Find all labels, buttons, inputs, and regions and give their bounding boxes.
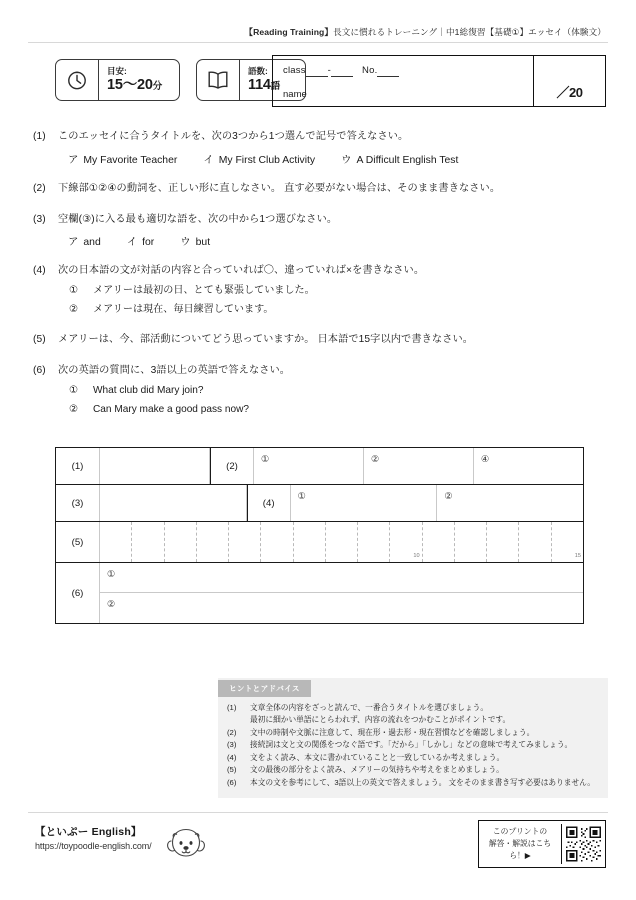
hint-item-5: (5) 文の最後の部分をよく読み、メアリーの気持ちや考えをまとめましょう。 bbox=[227, 765, 504, 775]
score-total: ／20 bbox=[556, 85, 583, 100]
char-cell-11[interactable] bbox=[423, 522, 455, 562]
answer-label-5: (5) bbox=[56, 522, 100, 562]
hint-item-6: (6) 本文の文を参考にして、3語以上の英文で答えましょう。 文をそのまま書き写す必要はありません。 bbox=[227, 777, 595, 787]
question-6 bbox=[33, 364, 608, 417]
char-cell-15[interactable] bbox=[552, 522, 583, 562]
brand-block bbox=[35, 824, 152, 851]
char-cell-4[interactable] bbox=[197, 522, 229, 562]
time-value: 15〜20分 bbox=[107, 76, 163, 93]
hint-item-1-cont: 最初に細かい単語にとらわれず、内容の流れをつかむことがポイントです。 bbox=[250, 715, 511, 725]
words-label: 語数: bbox=[248, 65, 268, 76]
hints-panel bbox=[218, 678, 608, 798]
question-1-choices bbox=[33, 151, 608, 166]
answer-label-1: (1) bbox=[56, 448, 100, 484]
brand-name: 【といぷー English】 bbox=[35, 826, 142, 838]
answer-field-2-2[interactable]: ② bbox=[364, 448, 474, 484]
header-subtitle: 長文に慣れるトレーニング｜中1総復習【基礎①】エッセイ（体験文） bbox=[333, 27, 606, 37]
answer-field-6-group bbox=[100, 563, 583, 623]
question-6-text: 次の英語の質問に、3語以上の英語で答えなさい。 bbox=[58, 365, 291, 377]
char-cell-13[interactable] bbox=[487, 522, 519, 562]
char-cell-8[interactable] bbox=[326, 522, 358, 562]
answer-row-5 bbox=[56, 522, 583, 563]
question-6-sub-1: ① What club did Mary join? bbox=[69, 384, 204, 396]
question-1-choice-b[interactable]: イ My First Club Activity bbox=[203, 154, 316, 166]
class-separator: - bbox=[327, 65, 332, 76]
answer-row-1 bbox=[56, 448, 583, 485]
char-cell-1[interactable] bbox=[100, 522, 132, 562]
answer-field-1[interactable] bbox=[100, 448, 210, 484]
question-1 bbox=[33, 130, 608, 166]
question-1-number: (1) bbox=[33, 131, 46, 142]
header-tag: 【Reading Training】 bbox=[244, 27, 334, 37]
answer-label-2: (2) bbox=[210, 448, 254, 484]
question-3-choice-a[interactable]: ア and bbox=[68, 237, 101, 249]
char-counter-10: 10 bbox=[413, 553, 420, 559]
answer-row-2 bbox=[56, 485, 583, 522]
question-2-number: (2) bbox=[33, 182, 46, 194]
char-cell-10[interactable] bbox=[390, 522, 422, 562]
answer-field-3[interactable] bbox=[100, 485, 247, 521]
question-3 bbox=[33, 213, 608, 249]
footer-divider bbox=[28, 812, 608, 813]
poodle-mascot-icon bbox=[163, 824, 209, 867]
qr-code-icon[interactable] bbox=[561, 824, 601, 864]
answer-table bbox=[55, 447, 584, 624]
char-cell-6[interactable] bbox=[261, 522, 293, 562]
question-4 bbox=[33, 264, 608, 317]
answer-row-6 bbox=[56, 563, 583, 623]
brand-url[interactable]: https://toypoodle-english.com/ bbox=[35, 841, 152, 851]
answer-field-4-1[interactable]: ① bbox=[291, 485, 438, 521]
question-6-number: (6) bbox=[33, 365, 46, 377]
question-5-number: (5) bbox=[33, 334, 46, 346]
question-3-choice-c[interactable]: ウ but bbox=[180, 237, 211, 249]
hint-item-1: (1) 文章全体の内容をざっと読んで、一番合うタイトルを選びましょう。 bbox=[227, 703, 489, 712]
hint-item-3: (3) 接続詞は文と文の関係をつなぐ語です。「だから」「しかし」などの意味で考えてみましょう。 bbox=[227, 740, 573, 750]
student-info-box bbox=[272, 55, 606, 107]
header-divider bbox=[28, 42, 608, 43]
question-4-number: (4) bbox=[33, 265, 46, 277]
question-2-text: 下線部①②④の動詞を、正しい形に直しなさい。 直す必要がない場合は、そのまま書きなさい。 bbox=[58, 182, 501, 194]
number-blank[interactable] bbox=[377, 65, 399, 77]
answer-label-6: (6) bbox=[56, 563, 100, 623]
questions-section bbox=[33, 130, 608, 426]
name-label[interactable]: name bbox=[283, 89, 307, 100]
question-3-text: 空欄(③)に入る最も適切な語を、次の中から1つ選びなさい。 bbox=[58, 213, 338, 225]
question-4-sub-1: ① メアリーは最初の日、とても緊張していました。 bbox=[69, 285, 315, 297]
number-label: No. bbox=[362, 65, 378, 76]
question-5 bbox=[33, 333, 608, 348]
answer-label-3: (3) bbox=[56, 485, 100, 521]
class-label: class bbox=[283, 65, 306, 76]
answer-field-2-4[interactable]: ④ bbox=[481, 454, 490, 464]
book-icon bbox=[197, 60, 240, 100]
answer-label-4: (4) bbox=[247, 485, 291, 521]
char-cell-9[interactable] bbox=[358, 522, 390, 562]
question-3-choices bbox=[33, 233, 608, 248]
char-cell-2[interactable] bbox=[132, 522, 164, 562]
class-blank[interactable] bbox=[306, 65, 328, 77]
answer-link-text: このプリントの 解答・解説はこちら！▶ bbox=[488, 827, 552, 860]
class-blank-2[interactable] bbox=[331, 65, 353, 77]
question-4-text: 次の日本語の文が対話の内容と合っていれば〇、違っていれば×を書きなさい。 bbox=[58, 265, 425, 277]
student-info-fields bbox=[270, 56, 533, 106]
question-6-sub-2: ② Can Mary make a good pass now? bbox=[69, 404, 249, 416]
answer-field-6-1[interactable]: ① bbox=[100, 563, 583, 593]
question-4-sub-2: ② メアリーは現在、毎日練習しています。 bbox=[69, 304, 274, 316]
class-field[interactable] bbox=[283, 65, 399, 76]
question-3-number: (3) bbox=[33, 213, 46, 225]
character-grid[interactable] bbox=[100, 522, 583, 562]
estimated-time-chip bbox=[55, 59, 180, 101]
time-unit: 分 bbox=[152, 80, 163, 92]
page-header bbox=[0, 26, 636, 38]
clock-icon bbox=[56, 60, 99, 100]
char-cell-3[interactable] bbox=[165, 522, 197, 562]
char-cell-5[interactable] bbox=[229, 522, 261, 562]
hint-item-2: (2) 文中の時制や文脈に注意して、現在形・過去形・現在習慣などを確認しましょう。 bbox=[227, 727, 535, 737]
question-3-choice-b[interactable]: イ for bbox=[126, 237, 155, 249]
hint-item-4: (4) 文をよく読み、本文に書かれていることと一致しているか考えましょう。 bbox=[227, 752, 505, 762]
words-value: 114語 bbox=[248, 76, 281, 93]
char-cell-7[interactable] bbox=[294, 522, 326, 562]
question-1-text: このエッセイに合うタイトルを、次の3つから1つ選んで記号で答えなさい。 bbox=[58, 131, 409, 142]
time-label: 目安: bbox=[107, 65, 127, 76]
hints-heading: ヒントとアドバイス bbox=[218, 680, 311, 697]
score-box bbox=[533, 56, 605, 106]
answer-link-box[interactable] bbox=[478, 820, 606, 868]
question-1-choice-c[interactable]: ウ A Difficult English Test bbox=[341, 154, 459, 166]
char-counter-15: 15 bbox=[574, 553, 581, 559]
char-cell-14[interactable] bbox=[519, 522, 551, 562]
answer-field-6-2[interactable]: ② bbox=[107, 599, 116, 609]
answer-field-4-2[interactable]: ② bbox=[444, 491, 453, 501]
question-1-choice-a[interactable]: ア My Favorite Teacher bbox=[68, 154, 178, 166]
words-unit: 語 bbox=[270, 80, 281, 92]
question-5-text: メアリーは、今、部活動についてどう思っていますか。 日本語で15字以内で書きなさい。 bbox=[58, 334, 474, 346]
question-2 bbox=[33, 182, 608, 197]
char-cell-12[interactable] bbox=[455, 522, 487, 562]
answer-field-2-1[interactable]: ① bbox=[254, 448, 364, 484]
